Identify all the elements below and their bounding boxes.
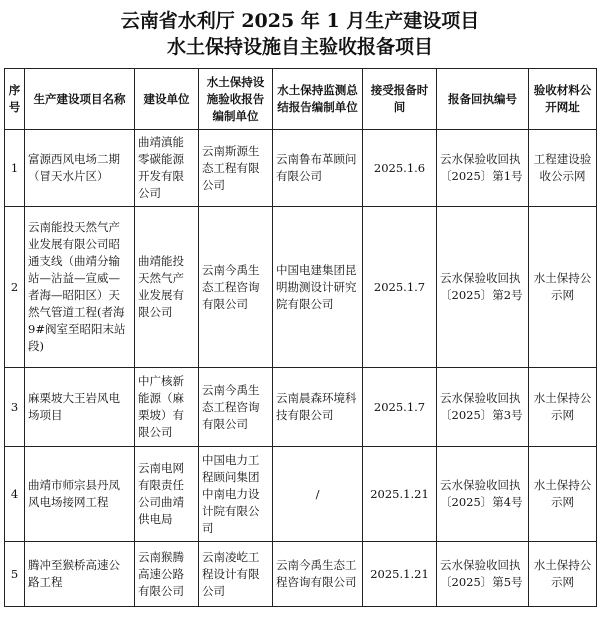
table-row xyxy=(5,207,597,368)
cell-site: 水土保持公示网 xyxy=(529,368,597,447)
table-row xyxy=(5,368,597,447)
cell-project-name: 麻栗坡大王岩风电场项目 xyxy=(25,368,135,447)
cell-no: 1 xyxy=(5,130,25,207)
project-table xyxy=(4,68,597,607)
page-subtitle: 水土保持设施自主验收报备项目 xyxy=(166,36,433,58)
header-builder: 建设单位 xyxy=(135,69,199,130)
header-date: 接受报备时间 xyxy=(363,69,437,130)
header-no: 序号 xyxy=(5,69,25,130)
header-project-name: 生产建设项目名称 xyxy=(25,69,135,130)
cell-receipt: 云水保验收回执〔2025〕第3号 xyxy=(437,368,529,447)
cell-date: 2025.1.7 xyxy=(363,368,437,447)
cell-monitor-unit: 云南鲁布革顾问有限公司 xyxy=(273,130,363,207)
cell-project-name: 腾冲至猴桥高速公路工程 xyxy=(25,542,135,607)
cell-site: 水土保持公示网 xyxy=(529,542,597,607)
cell-builder: 云南电网有限责任公司曲靖供电局 xyxy=(135,447,199,542)
cell-builder: 曲靖滇能零碳能源开发有限公司 xyxy=(135,130,199,207)
cell-site: 水土保持公示网 xyxy=(529,447,597,542)
header-site: 验收材料公开网址 xyxy=(529,69,597,130)
cell-receipt: 云水保验收回执〔2025〕第5号 xyxy=(437,542,529,607)
cell-no: 3 xyxy=(5,368,25,447)
cell-no: 5 xyxy=(5,542,25,607)
cell-site: 水土保持公示网 xyxy=(529,207,597,368)
cell-receipt: 云水保验收回执〔2025〕第1号 xyxy=(437,130,529,207)
header-acceptance-unit: 水土保持设施验收报告编制单位 xyxy=(199,69,273,130)
cell-monitor-unit: 中国电建集团昆明勘测设计研究院有限公司 xyxy=(273,207,363,368)
cell-date: 2025.1.6 xyxy=(363,130,437,207)
cell-builder: 云南猴腾高速公路有限公司 xyxy=(135,542,199,607)
cell-acceptance-unit: 云南斯源生态工程有限公司 xyxy=(199,130,273,207)
header-monitor-unit: 水土保持监测总结报告编制单位 xyxy=(273,69,363,130)
cell-receipt: 云水保验收回执〔2025〕第4号 xyxy=(437,447,529,542)
cell-project-name: 富源西风电场二期（冒天水片区） xyxy=(25,130,135,207)
cell-date: 2025.1.7 xyxy=(363,207,437,368)
table-row xyxy=(5,130,597,207)
cell-date: 2025.1.21 xyxy=(363,447,437,542)
table-row xyxy=(5,542,597,607)
cell-project-name: 曲靖市师宗县丹凤风电场接网工程 xyxy=(25,447,135,542)
table-row xyxy=(5,447,597,542)
cell-acceptance-unit: 云南凌屹工程设计有限公司 xyxy=(199,542,273,607)
cell-project-name: 云南能投天然气产业发展有限公司昭通支线（曲靖分输站—沾益—宣威—者海—昭阳区）天然气管道工程(者海 9#阀室至昭阳末站段) xyxy=(25,207,135,368)
cell-date: 2025.1.21 xyxy=(363,542,437,607)
cell-acceptance-unit: 中国电力工程顾问集团中南电力设计院有限公司 xyxy=(199,447,273,542)
cell-builder: 曲靖能投天然气产业发展有限公司 xyxy=(135,207,199,368)
cell-monitor-unit: / xyxy=(273,447,363,542)
cell-no: 2 xyxy=(5,207,25,368)
cell-monitor-unit: 云南今禹生态工程咨询有限公司 xyxy=(273,542,363,607)
header-row xyxy=(5,69,597,130)
cell-no: 4 xyxy=(5,447,25,542)
cell-monitor-unit: 云南晨森环境科技有限公司 xyxy=(273,368,363,447)
cell-acceptance-unit: 云南今禹生态工程咨询有限公司 xyxy=(199,368,273,447)
header-receipt: 报备回执编号 xyxy=(437,69,529,130)
page-title: 云南省水利厅 2025 年 1 月生产建设项目 xyxy=(120,10,480,32)
cell-acceptance-unit: 云南今禹生态工程咨询有限公司 xyxy=(199,207,273,368)
cell-builder: 中广核新能源（麻栗坡）有限公司 xyxy=(135,368,199,447)
cell-site: 工程建设验收公示网 xyxy=(529,130,597,207)
cell-receipt: 云水保验收回执〔2025〕第2号 xyxy=(437,207,529,368)
